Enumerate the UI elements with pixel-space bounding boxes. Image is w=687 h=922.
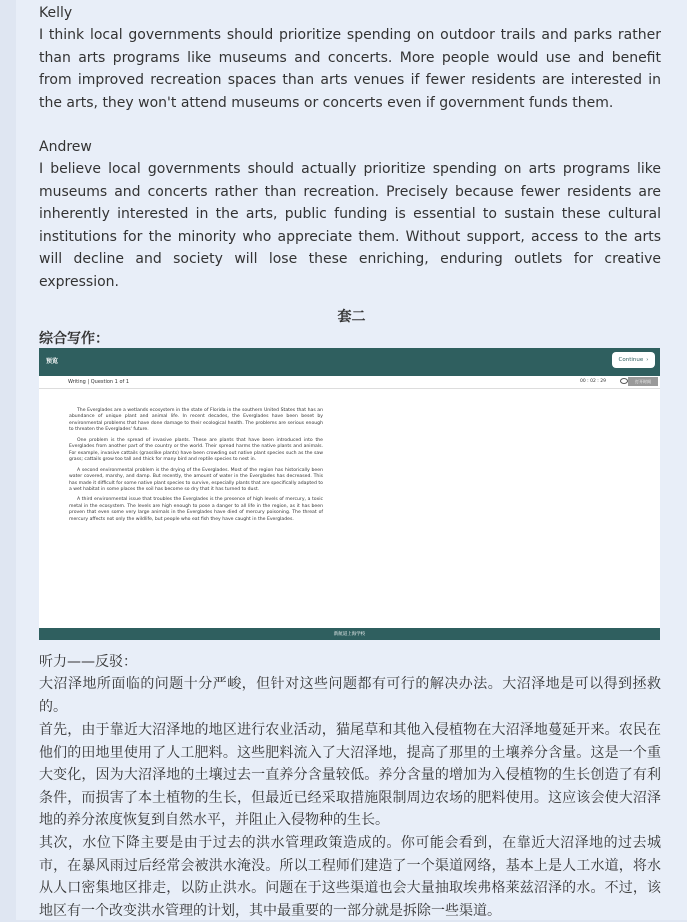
passage-paragraph: A third environmental issue that troubles the Everglades is the presence of high levels of mercury, a toxic metal in the ecosystem. The levels are high enough to pose a danger to all life in the region, as it has been proven that even some very large animals in the Everglades have died of mercury poisoning. The threat of mercury affects not only the wildlife, but people who eat fish they have caught in the Everglades.: [69, 497, 323, 522]
chevron-right-icon: ›: [646, 357, 649, 363]
passage-paragraph: A second environmental problem is the drying of the Everglades. Most of the region has historically been water covered, marshy, and damp. But recently, the amount of water in the Everglades has decreased. This has made it difficult for some native plant species to survive, especially plants that are specifically adapted to a wet habitat in some places the soil has become so dry that it has turned to dust.: [69, 467, 323, 492]
timer: 00 : 02 : 29: [580, 379, 606, 384]
integrated-writing-label: 综合写作：: [39, 331, 109, 347]
reading-passage: [69, 408, 323, 527]
continue-button[interactable]: [612, 352, 655, 368]
listening-label: 听力——反驳：: [39, 654, 137, 670]
screenshot-footer: 新航道上海学校: [39, 628, 660, 640]
kelly-name: Kelly: [39, 5, 73, 21]
andrew-opinion: I believe local governments should actually prioritize spending on arts programs like museums and concerts rather than recreation. Precisely because fewer residents are inherently interested in the arts, public funding is essential to sustain these cultural institutions for the minority who appreciate them. Without support, access to the arts will decline and society will lose these enriching, enduring outlets for creative expression.: [39, 161, 661, 290]
continue-label: Continue: [618, 357, 644, 363]
preview-title: 预览: [46, 358, 59, 365]
screenshot-header: [39, 348, 660, 376]
hide-time-button[interactable]: 打开时间: [628, 377, 658, 386]
test-screenshot: [39, 348, 660, 640]
kelly-opinion: I think local governments should prioritize spending on outdoor trails and parks rather than arts programs like museums and concerts. More people would use and benefit from improved recreation spaces than arts venues if fewer residents are interested in the arts, they won't attend museums or concerts even if government funds them.: [39, 27, 661, 111]
set-title: 套二: [337, 309, 366, 325]
eye-icon[interactable]: [620, 378, 628, 384]
question-tab: Writing | Question 1 of 1: [68, 379, 130, 385]
listening-paragraph: 首先，由于靠近大沼泽地的地区进行农业活动，猫尾草和其他入侵植物在大沼泽地蔓延开来。农民在他们的田地里使用了人工肥料。这些肥料流入了大沼泽地，提高了那里的土壤养分含量。这是一个重大变化，因为大沼泽地的土壤过去一直养分含量较低。养分含量的增加为入侵植物的生长创造了有利条件，而损害了本土植物的生长，但最近已经采取措施限制周边农场的肥料使用。这应该会使大沼泽地的养分浓度恢复到自然水平，并阻止入侵物种的生长。: [39, 722, 661, 829]
passage-paragraph: One problem is the spread of invasive plants. These are plants that have been introduced into the Everglades from another part of the country or the world. Their spread harms the native plants and animals. For example, invasive cattails (grasslike plants) have been crowding out native plant species such as the saw grass; cattails grow too tall and thick for many bird and reptile species to nest in.: [69, 437, 323, 463]
listening-paragraph: 其次，水位下降主要是由于过去的洪水管理政策造成的。你可能会看到，在靠近大沼泽地的过去城市，在暴风雨过后经常会被洪水淹没。所以工程师们建造了一个渠道网络，基本上是人工水道，将水从人口密集地区排走，以防止洪水。问题在于这些渠道也会大量抽取埃弗格莱兹沼泽的水。不过，该地区有一个改变洪水管理的计划，其中最重要的一部分就是拆除一些渠道。: [39, 835, 661, 919]
andrew-name: Andrew: [39, 139, 92, 155]
article-page: [16, 0, 687, 920]
question-bar: [39, 376, 660, 389]
listening-paragraph: 大沼泽地所面临的问题十分严峻，但针对这些问题都有可行的解决办法。大沼泽地是可以得到拯救的。: [39, 676, 661, 715]
passage-paragraph: The Everglades are a wetlands ecosystem in the state of Florida in the southern United States that has an abundance of unique plant and animal life. In recent decades, the Everglades have been beset by environmental problems that have done damage to their ecological health. The problems are serious enough to threaten the Everglades' future.: [69, 408, 323, 433]
